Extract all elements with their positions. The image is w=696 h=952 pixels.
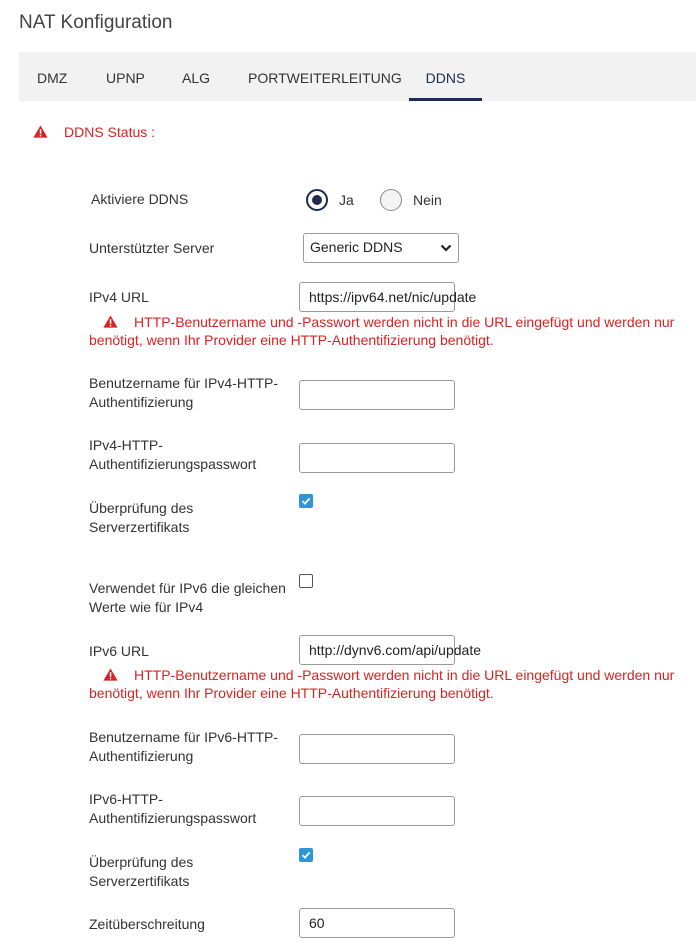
ipv6-username-label: Benutzername für IPv6-HTTP-Authentifizierung xyxy=(89,729,279,764)
ipv4-cert-check-label: Überprüfung des Serverzertifikats xyxy=(89,500,194,535)
ddns-status: DDNS Status : xyxy=(64,124,156,140)
ipv4-auth-warning: HTTP-Benutzername und -Passwort werden nicht in die URL eingefügt und werden nur benötigt, wenn Ihr Provider eine HTTP-Authentifizierung benötigt. xyxy=(89,314,675,348)
ipv6-cert-check-label: Überprüfung des Serverzertifikats xyxy=(89,854,194,889)
chevron-down-icon xyxy=(440,243,452,253)
warning-icon xyxy=(33,125,48,138)
enable-ddns-no-label: Nein xyxy=(413,192,442,208)
ipv4-username-label: Benutzername für IPv4-HTTP-Authentifizierung xyxy=(89,375,279,410)
ipv4-password-label: IPv4-HTTP-Authentifizierungspasswort xyxy=(89,437,257,472)
tab-portweiterleitung[interactable]: PORTWEITERLEITUNG xyxy=(248,70,402,86)
tab-ddns[interactable]: DDNS xyxy=(409,52,482,101)
ipv6-url-input[interactable]: http://dynv6.com/api/update xyxy=(299,635,455,665)
enable-ddns-label: Aktiviere DDNS xyxy=(91,191,189,207)
ipv6-url-label: IPv6 URL xyxy=(89,643,149,659)
timeout-input[interactable]: 60 xyxy=(299,908,455,938)
ipv6-username-input[interactable] xyxy=(299,734,455,764)
server-label: Unterstützter Server xyxy=(89,240,215,256)
ipv6-auth-warning: HTTP-Benutzername und -Passwort werden nicht in die URL eingefügt und werden nur benötigt, wenn Ihr Provider eine HTTP-Authentifizierung benötigt. xyxy=(89,667,675,701)
same-ipv6-checkbox[interactable] xyxy=(299,574,313,588)
tab-bar xyxy=(19,52,696,101)
server-select-value: Generic DDNS xyxy=(310,239,403,255)
enable-ddns-no-radio[interactable] xyxy=(380,189,402,211)
ipv4-username-input[interactable] xyxy=(299,380,455,410)
timeout-label: Zeitüberschreitung xyxy=(89,916,205,932)
ipv6-cert-checkbox[interactable] xyxy=(299,848,313,862)
enable-ddns-yes-label: Ja xyxy=(339,192,354,208)
enable-ddns-yes-radio[interactable] xyxy=(306,189,328,211)
ipv6-password-label: IPv6-HTTP-Authentifizierungspasswort xyxy=(89,791,257,826)
tab-upnp[interactable]: UPNP xyxy=(106,70,145,86)
same-ipv6-label: Verwendet für IPv6 die gleichen Werte wie für IPv4 xyxy=(89,580,286,615)
ipv6-password-input[interactable] xyxy=(299,796,455,826)
ipv4-cert-checkbox[interactable] xyxy=(299,494,313,508)
server-select[interactable] xyxy=(303,233,459,263)
page-title: NAT Konfiguration xyxy=(19,12,173,33)
ipv4-url-input[interactable]: https://ipv64.net/nic/update xyxy=(299,282,455,312)
ipv4-url-label: IPv4 URL xyxy=(89,289,149,305)
ipv4-password-input[interactable] xyxy=(299,443,455,473)
tab-dmz[interactable]: DMZ xyxy=(37,70,68,86)
tab-alg[interactable]: ALG xyxy=(182,70,211,86)
